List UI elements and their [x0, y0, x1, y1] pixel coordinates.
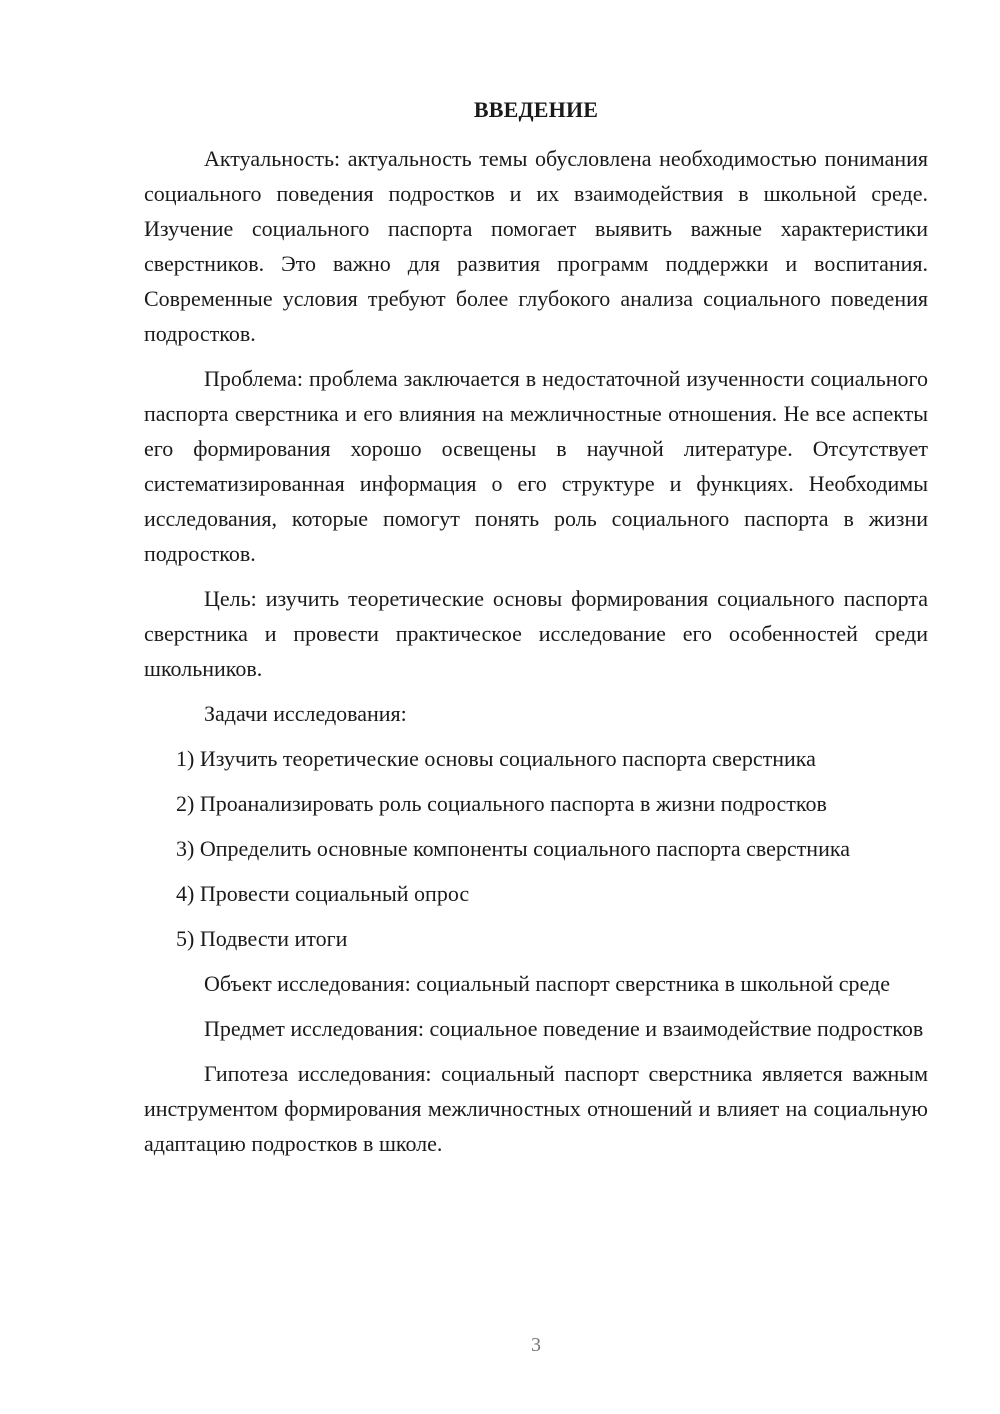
task-item: 3) Определить основные компоненты социального паспорта сверстника — [176, 836, 850, 861]
relevance-paragraph: Актуальность: актуальность темы обусловлена необходимостью понимания социального поведения подростков и их взаимодействия в школьной среде. Изучение социального паспорта помогает выявить важные характеристики сверстников. Это важно для развития программ поддержки и воспитания. Современные условия требуют более глубокого анализа социального поведения подростков. — [144, 146, 928, 346]
hypothesis-paragraph: Гипотеза исследования: социальный паспорт сверстника является важным инструментом формирования межличностных отношений и влияет на социальную адаптацию подростков в школе. — [144, 1061, 928, 1156]
task-item: 2) Проанализировать роль социального паспорта в жизни подростков — [176, 791, 827, 816]
tasks-heading: Задачи исследования: — [204, 701, 407, 726]
page-title: ВВЕДЕНИЕ — [473, 97, 599, 122]
page-number: 3 — [531, 1334, 541, 1356]
document-page — [144, 92, 928, 1171]
task-item: 4) Провести социальный опрос — [176, 881, 470, 906]
problem-paragraph: Проблема: проблема заключается в недостаточной изученности социального паспорта сверстника и его влияния на межличностные отношения. Не все аспекты его формирования хорошо освещены в научной литературе. Отсутствует систематизированная информация о его структуре и функциях. Необходимы исследования, которые помогут понять роль социального паспорта в жизни подростков. — [144, 366, 928, 566]
subject-paragraph: Предмет исследования: социальное поведение и взаимодействие подростков — [204, 1016, 924, 1041]
tasks-list — [144, 741, 928, 956]
goal-paragraph: Цель: изучить теоретические основы формирования социального паспорта сверстника и провести практическое исследование его особенностей среди школьников. — [144, 586, 928, 681]
task-item: 5) Подвести итоги — [176, 926, 348, 951]
task-item: 1) Изучить теоретические основы социального паспорта сверстника — [176, 746, 816, 771]
object-paragraph: Объект исследования: социальный паспорт сверстника в школьной среде — [204, 971, 890, 996]
